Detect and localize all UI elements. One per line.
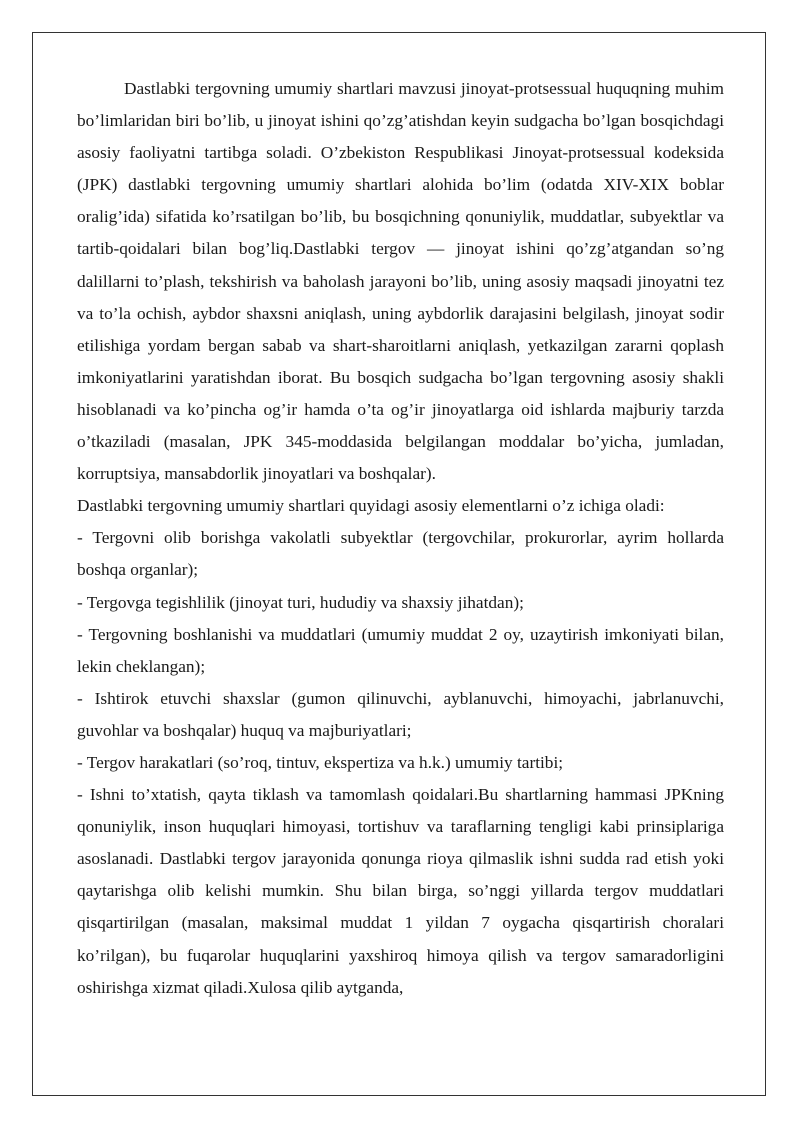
list-item-actions: - Tergov harakatlari (so’roq, tintuv, ekspertiza va h.k.) umumiy tartibi; [77, 752, 564, 772]
list-item-participants: - Ishtirok etuvchi shaxslar (gumon qilinuvchi, ayblanuvchi, himoyachi, jabrlanuvchi, guvohlar va boshqalar) huquq va majburiyatlari; [77, 688, 724, 740]
intro-paragraph: Dastlabki tergovning umumiy shartlari mavzusi jinoyat-protsessual huquqning muhim bo’limlaridan biri bo’lib, u jinoyat ishini qo’zg’atishdan keyin sudgacha bo’lgan bosqichdagi asosiy faoliyatni tartibga soladi. O’zbekiston Respublikasi Jinoyat-protsessual kodeksida (JPK) dastlabki tergovning umumiy shartlari alohida bo’lim (odatda XIV-XIX boblar oralig’ida) sifatida ko’rsatilgan bo’lib, bu bosqichning qonuniylik, muddatlar, subyektlar va tartib-qoidalari bilan bog’liq.Dastlabki tergov — jinoyat ishini qo’zg’atgandan so’ng dalillarni to’plash, tekshirish va baholash jarayoni bo’lib, uning asosiy maqsadi jinoyatni tez va to’la ochish, aybdor shaxsni aniqlash, uning aybdorlik darajasini belgilash, jinoyat sodir etilishiga yordam bergan sabab va shart-sharoitlarni aniqlash, yetkazilgan zararni qoplash imkoniyatlarini yaratishdan iborat. Bu bosqich sudgacha bo’lgan tergovning asosiy shakli hisoblanadi va ko’pincha og’ir hamda o’ta og’ir jinoyatlarga oid ishlarda majburiy tarzda o’tkaziladi (masalan, JPK 345-moddasida belgilangan moddalar bo’yicha, jumladan, korruptsiya, mansabdorlik jinoyatlari va boshqalar). [77, 79, 724, 484]
list-item-jurisdiction: - Tergovga tegishlilik (jinoyat turi, hududiy va shaxsiy jihatdan); [77, 592, 524, 612]
list-item-subjects: - Tergovni olib borishga vakolatli subyektlar (tergovchilar, prokurorlar, ayrim hollarda boshqa organlar); [77, 528, 724, 580]
document-body [77, 73, 724, 1004]
elements-intro: Dastlabki tergovning umumiy shartlari quyidagi asosiy elementlarni o’z ichiga oladi: [77, 496, 665, 516]
list-item-terms: - Tergovning boshlanishi va muddatlari (umumiy muddat 2 oy, uzaytirish imkoniyati bilan, lekin cheklangan); [77, 624, 724, 676]
list-item-suspension: - Ishni to’xtatish, qayta tiklash va tamomlash qoidalari.Bu shartlarning hammasi JPKning qonuniylik, inson huquqlari himoyasi, tortishuv va taraflarning tengligi kabi prinsiplariga asoslanadi. Dastlabki tergov jarayonida qonunga rioya qilmaslik ishni sudda rad etish yoki qaytarishga olib kelishi mumkin. Shu bilan birga, so’nggi yillarda tergov muddatlari qisqartirilgan (masalan, maksimal muddat 1 yildan 7 oygacha qisqartirish choralari ko’rilgan), bu fuqarolar huquqlarini yaxshiroq himoya qilish va tergov samaradorligini oshirishga xizmat qiladi.Xulosa qilib aytganda, [77, 785, 724, 997]
